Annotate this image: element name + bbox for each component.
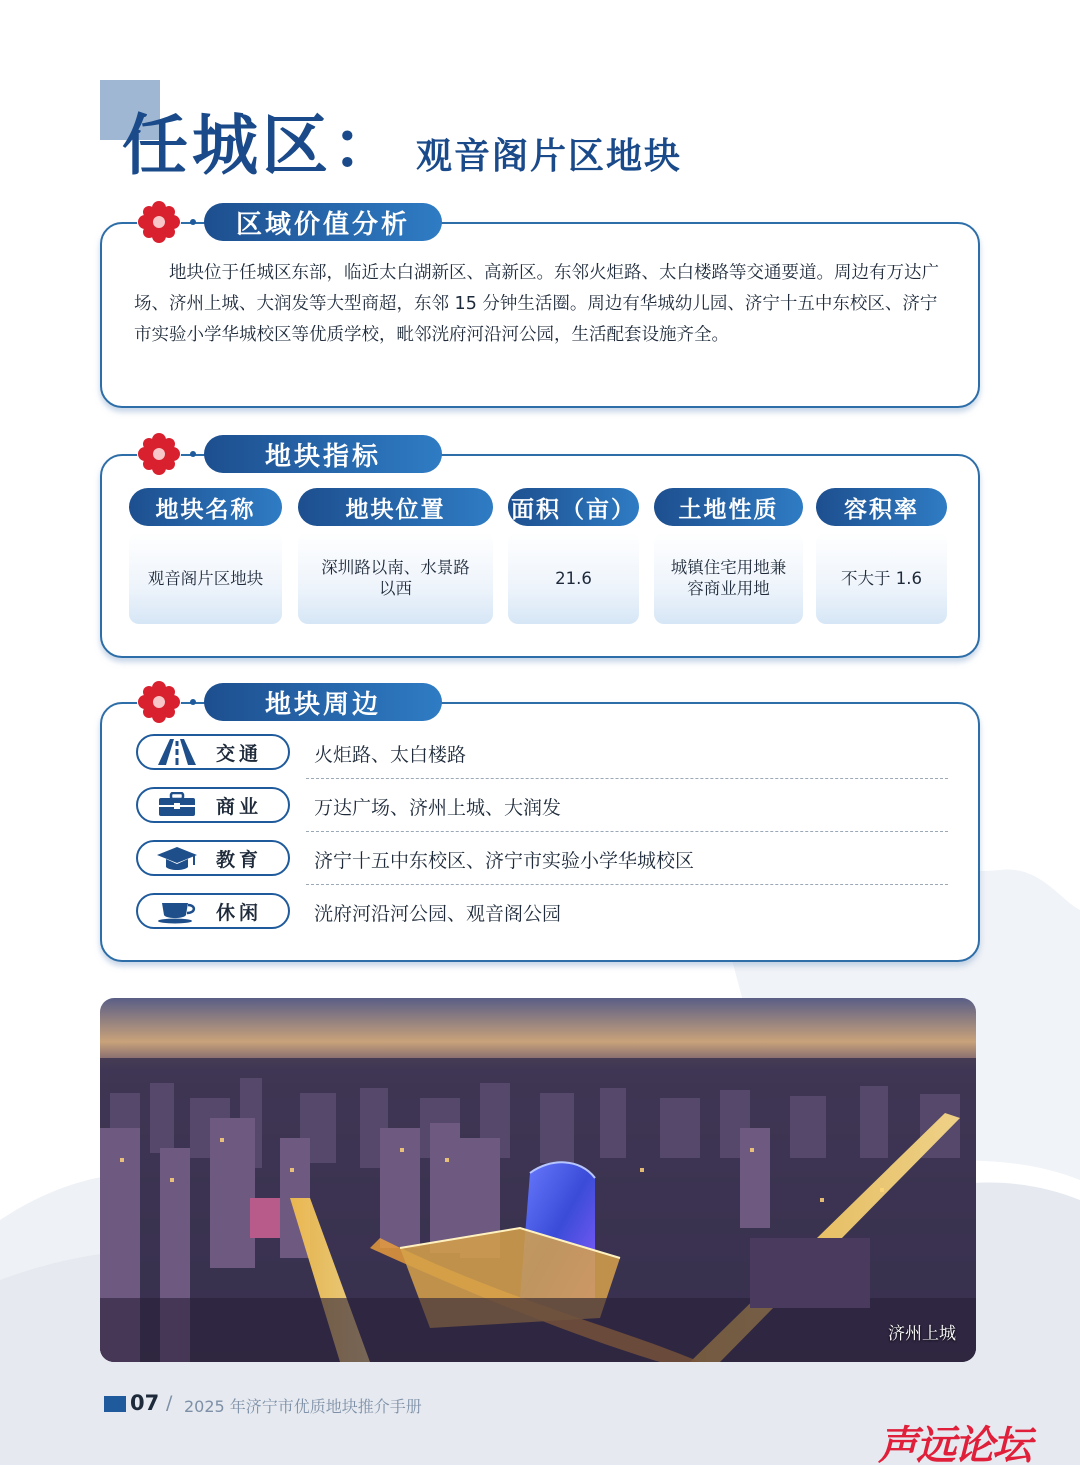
surrounding-row-education: [136, 833, 948, 885]
section-indicator-title: 地块指标: [204, 435, 442, 473]
graduation-cap-icon: [156, 845, 198, 871]
footer-title: 2025 年济宁市优质地块推介手册: [184, 1397, 422, 1416]
row-text: 万达广场、济州上城、大润发: [314, 797, 562, 819]
row-label: 交通: [216, 742, 263, 765]
title-district: 任城区：: [122, 106, 402, 184]
header-dot: [190, 699, 196, 705]
indicator-column-far: [816, 488, 947, 624]
indicator-value: 城镇住宅用地兼容商业用地: [654, 532, 803, 624]
indicator-header: 地块位置: [298, 488, 493, 526]
row-separator: [306, 884, 948, 885]
briefcase-icon: [156, 792, 198, 818]
photo-caption: 济州上城: [888, 1324, 956, 1344]
row-text: 火炬路、太白楼路: [314, 744, 467, 766]
section-value-header: [136, 197, 442, 247]
row-label: 休闲: [216, 901, 263, 924]
indicator-column-name: [129, 488, 282, 624]
surrounding-row-leisure: [136, 886, 948, 938]
title-subtitle: 观音阁片区地块: [416, 136, 683, 177]
teacup-icon: [156, 898, 198, 924]
section-indicator-header: [136, 429, 442, 479]
indicator-value: 观音阁片区地块: [129, 532, 282, 624]
row-separator: [306, 831, 948, 832]
education-tag: [136, 840, 290, 876]
indicator-column-landuse: [654, 488, 803, 624]
section-surroundings-header: [136, 677, 442, 727]
flower-icon: [136, 679, 182, 725]
indicator-value: 21.6: [508, 532, 639, 624]
row-separator: [306, 778, 948, 779]
footer-square: [104, 1396, 126, 1412]
row-text: 洸府河沿河公园、观音阁公园: [314, 903, 562, 925]
road-icon: [156, 739, 198, 765]
indicator-value: 深圳路以南、水景路以西: [298, 532, 493, 624]
city-skyline-illustration: [100, 998, 976, 1362]
value-paragraph: [134, 258, 950, 351]
row-text: 济宁十五中东校区、济宁市实验小学华城校区: [314, 850, 695, 872]
indicator-header: 土地性质: [654, 488, 803, 526]
header-dot: [190, 451, 196, 457]
indicator-value: 不大于 1.6: [816, 532, 947, 624]
page-title: [122, 92, 682, 187]
indicator-header: 面积（亩）: [508, 488, 639, 526]
page-number: 07: [130, 1391, 160, 1415]
section-divider-line: [466, 222, 956, 224]
section-surroundings-title: 地块周边: [204, 683, 442, 721]
commerce-tag: [136, 787, 290, 823]
city-night-photo: [100, 998, 976, 1362]
flower-icon: [136, 199, 182, 245]
indicator-column-area: [508, 488, 639, 624]
traffic-tag: [136, 734, 290, 770]
flower-icon: [136, 431, 182, 477]
watermark-logo: 声远论坛: [878, 1422, 1030, 1469]
leisure-tag: [136, 893, 290, 929]
surrounding-row-commerce: [136, 780, 948, 832]
footer-slash: /: [166, 1392, 173, 1414]
indicator-header: 地块名称: [129, 488, 282, 526]
row-label: 教育: [216, 848, 263, 871]
indicator-column-location: [298, 488, 493, 624]
section-divider-line: [466, 454, 956, 456]
surrounding-row-traffic: [136, 727, 948, 779]
section-divider-line: [466, 702, 956, 704]
row-label: 商业: [216, 795, 263, 818]
value-text: 地块位于任城区东部，临近太白湖新区、高新区。东邻火炬路、太白楼路等交通要道。周边有万达广场、济州上城、大润发等大型商超，东邻 15 分钟生活圈。周边有华城幼儿园、济宁十五中东校区、济宁市实验小学华城校区等优质学校，毗邻洸府河沿河公园，生活配套设施齐全。: [134, 263, 939, 345]
indicator-header: 容积率: [816, 488, 947, 526]
section-value-title: 区域价值分析: [204, 203, 442, 241]
header-dot: [190, 219, 196, 225]
